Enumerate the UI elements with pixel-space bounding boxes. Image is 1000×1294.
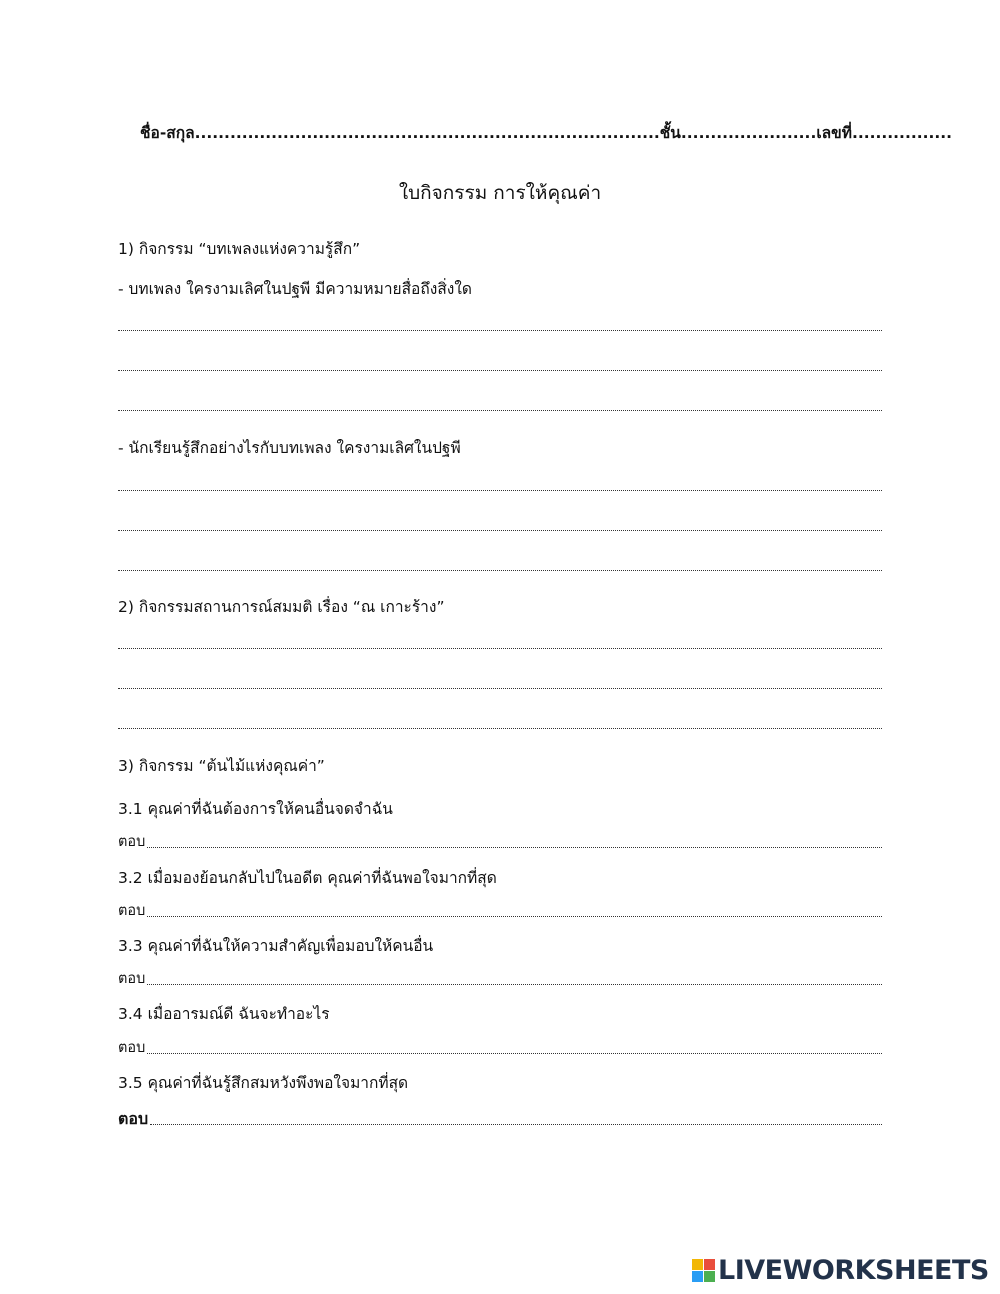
answer-row — [118, 831, 882, 851]
page-title: ใบกิจกรรม การให้คุณค่า — [398, 182, 602, 204]
answer-line[interactable] — [118, 570, 882, 571]
answer-line[interactable] — [118, 410, 882, 411]
question-3-5: 3.5 คุณค่าที่ฉันรู้สึกสมหวังพึงพอใจมากที่สุด — [118, 1074, 409, 1092]
answer-line[interactable] — [118, 330, 882, 331]
answer-label: ตอบ — [118, 1109, 149, 1128]
answer-row — [118, 1037, 882, 1057]
answer-line[interactable] — [118, 688, 882, 689]
answer-label: ตอบ — [118, 903, 146, 919]
class-label: ชั้น — [659, 124, 681, 142]
logo-text: LIVEWORKSHEETS — [718, 1255, 989, 1286]
section2-heading: 2) กิจกรรมสถานการณ์สมมติ เรื่อง “ณ เกาะร้าง” — [118, 598, 445, 616]
logo-block — [692, 1271, 703, 1282]
number-field[interactable]: ................. — [851, 124, 953, 142]
answer-field[interactable] — [147, 916, 882, 917]
section1-question1: - บทเพลง ใครงามเลิศในปฐพี มีความหมายสื่อถึงสิ่งใด — [118, 280, 472, 298]
student-info-line — [140, 122, 952, 144]
answer-line[interactable] — [118, 648, 882, 649]
class-field[interactable]: ....................... — [680, 124, 817, 142]
answer-label: ตอบ — [118, 1040, 146, 1056]
answer-label: ตอบ — [118, 834, 146, 850]
answer-line[interactable] — [118, 370, 882, 371]
section1-question2: - นักเรียนรู้สึกอย่างไรกับบทเพลง ใครงามเลิศในปฐพี — [118, 439, 461, 457]
logo-block — [692, 1259, 703, 1270]
number-label: เลขที่ — [816, 124, 852, 142]
answer-field[interactable] — [150, 1124, 882, 1125]
section1-heading: 1) กิจกรรม “บทเพลงแห่งความรู้สึก” — [118, 240, 361, 258]
answer-line[interactable] — [118, 490, 882, 491]
answer-row — [118, 1108, 882, 1128]
answer-line[interactable] — [118, 530, 882, 531]
logo-block — [704, 1259, 715, 1270]
question-3-3: 3.3 คุณค่าที่ฉันให้ความสำคัญเพื่อมอบให้คนอื่น — [118, 937, 434, 955]
answer-row — [118, 900, 882, 920]
answer-line[interactable] — [118, 728, 882, 729]
answer-field[interactable] — [147, 1053, 882, 1054]
name-field[interactable]: ............................................................................... — [194, 124, 660, 142]
question-3-4: 3.4 เมื่ออารมณ์ดี ฉันจะทำอะไร — [118, 1005, 330, 1023]
name-label: ชื่อ-สกุล — [140, 124, 195, 142]
answer-row — [118, 968, 882, 988]
question-3-1: 3.1 คุณค่าที่ฉันต้องการให้คนอื่นจดจำฉัน — [118, 800, 393, 818]
logo-block — [704, 1271, 715, 1282]
liveworksheets-logo — [692, 1255, 989, 1286]
logo-blocks-icon — [692, 1259, 715, 1282]
answer-field[interactable] — [147, 847, 882, 848]
section3-heading: 3) กิจกรรม “ต้นไม้แห่งคุณค่า” — [118, 757, 325, 775]
question-3-2: 3.2 เมื่อมองย้อนกลับไปในอดีต คุณค่าที่ฉันพอใจมากที่สุด — [118, 869, 497, 887]
answer-label: ตอบ — [118, 971, 146, 987]
answer-field[interactable] — [147, 984, 882, 985]
